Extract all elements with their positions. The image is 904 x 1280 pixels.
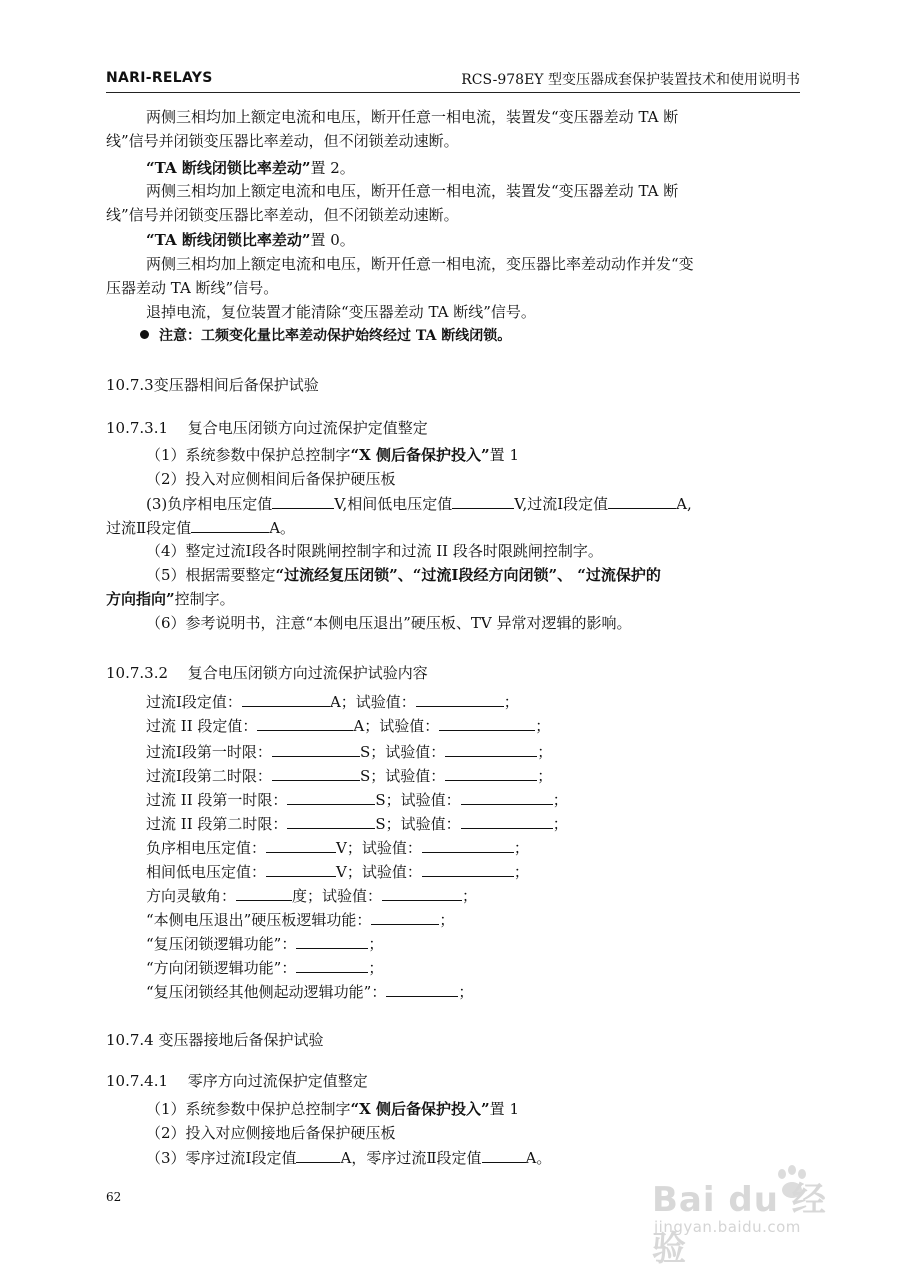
item-5-line-1: [146, 565, 661, 585]
baidu-watermark: [652, 1160, 852, 1269]
subsection-title-10-7-3-2: 10.7.3.2 复合电压闭锁方向过流保护试验内容: [106, 664, 428, 682]
neg-seq-voltage-label: (3)负序相电压定值: [146, 495, 273, 513]
test-value-label: 试验值：: [400, 815, 461, 833]
watermark-url: jingyan.baidu.com: [654, 1218, 801, 1236]
unit-text: S；: [375, 791, 401, 809]
test-row-overcurrent-1: [146, 691, 519, 712]
unit-text: A；: [329, 693, 356, 711]
test-row-oc1-time-2: [146, 765, 552, 786]
test-row-neg-seq-voltage: [146, 837, 529, 858]
unit-text: V；: [336, 863, 362, 881]
test-value-label: 试验值：: [322, 887, 383, 905]
test-value-label: 试验值：: [385, 767, 446, 785]
semicolon: ；: [552, 815, 568, 833]
intro-line-6: 压器差动 TA 断线”信号。: [106, 279, 279, 297]
row-label: “复压闭锁逻辑功能”：: [146, 935, 297, 953]
row-label: “方向闭锁逻辑功能”：: [146, 959, 297, 977]
unit-text: 度；: [292, 887, 323, 905]
row-label: 过流 II 段第二时限：: [146, 815, 288, 833]
blank-field: [296, 933, 368, 949]
semicolon: ；: [513, 863, 529, 881]
intro-line-5: 两侧三相均加上额定电流和电压，断开任意一相电流，变压器比率差动动作并发“变: [146, 255, 694, 273]
semicolon: ；: [439, 911, 455, 929]
blank-field: [461, 813, 553, 829]
ground-item-1-bold: “X 侧后备保护投入”: [350, 1100, 490, 1118]
setting-0-label: “TA 断线闭锁比率差动”: [146, 231, 311, 249]
blank-field: [386, 981, 458, 997]
row-label: 过流Ⅰ段第二时限：: [146, 767, 272, 785]
blank-field: [287, 813, 375, 829]
ground-item-2: （2）投入对应侧接地后备保护硬压板: [146, 1124, 396, 1142]
subsection-title-10-7-3-1: 10.7.3.1 复合电压闭锁方向过流保护定值整定: [106, 419, 428, 437]
ground-item-3: [146, 1147, 551, 1168]
semicolon: ；: [513, 839, 529, 857]
test-row-direction-angle: [146, 885, 477, 906]
phase-low-voltage-label: V,相间低电压定值: [334, 495, 453, 513]
item-1-bold: “X 侧后备保护投入”: [350, 446, 490, 464]
row-label: “复压闭锁经其他侧起动逻辑功能”：: [146, 983, 387, 1001]
blank-field: [371, 909, 439, 925]
watermark-text: Bai du 经验: [652, 1180, 827, 1269]
test-value-label: 试验值：: [355, 693, 416, 711]
ground-item-1-prefix: （1）系统参数中保护总控制字: [146, 1100, 351, 1118]
intro-line-3: 两侧三相均加上额定电流和电压，断开任意一相电流，装置发“变压器差动 TA 断: [146, 182, 679, 200]
blank-field: [191, 517, 269, 533]
semicolon: ；: [535, 717, 551, 735]
row-label: 负序相电压定值：: [146, 839, 267, 857]
item-5-prefix: （5）根据需要整定: [146, 566, 276, 584]
test-value-label: 试验值：: [385, 743, 446, 761]
item-3-line-1: [146, 493, 692, 514]
semicolon: ；: [552, 791, 568, 809]
blank-field: [422, 837, 514, 853]
item-4: （4）整定过流Ⅰ段各时限跳闸控制字和过流 II 段各时限跳闸控制字。: [146, 542, 603, 560]
semicolon: ；: [537, 767, 553, 785]
unit-text: A,: [676, 495, 692, 513]
zero-seq-oc1-label: （3）零序过流Ⅰ段定值: [146, 1149, 297, 1167]
item-5-line-2: [106, 589, 235, 609]
test-row-voltage-exit-plate: [146, 909, 454, 930]
blank-field: [272, 765, 360, 781]
overcurrent-1-label: V,过流Ⅰ段定值: [514, 495, 609, 513]
blank-field: [482, 1147, 526, 1163]
subsection-title-10-7-4-1: 10.7.4.1 零序方向过流保护定值整定: [106, 1072, 368, 1090]
blank-field: [422, 861, 514, 877]
unit-text: A。: [269, 519, 296, 537]
intro-line-1: 两侧三相均加上额定电流和电压，断开任意一相电流，装置发“变压器差动 TA 断: [146, 108, 679, 126]
unit-text: A；: [353, 717, 380, 735]
test-row-oc1-time-1: [146, 741, 552, 762]
blank-field: [266, 837, 336, 853]
item-6: （6）参考说明书，注意“本侧电压退出”硬压板、TV 异常对逻辑的影响。: [146, 614, 632, 632]
test-row-overcurrent-2: [146, 715, 550, 736]
semicolon: ；: [368, 959, 384, 977]
unit-text: S；: [359, 743, 386, 761]
row-label: 相间低电压定值：: [146, 863, 267, 881]
item-1: [146, 445, 519, 465]
test-row-phase-low-voltage: [146, 861, 529, 882]
blank-field: [287, 789, 375, 805]
blank-field: [296, 1147, 340, 1163]
item-5-bold-2: 方向指向”: [106, 590, 175, 608]
item-3-line-2: [106, 517, 295, 538]
blank-field: [257, 715, 353, 731]
test-value-label: 试验值：: [361, 863, 422, 881]
test-row-oc2-time-1: [146, 789, 568, 810]
ground-item-1-suffix: 置 1: [489, 1100, 519, 1118]
blank-field: [439, 715, 535, 731]
blank-field: [272, 493, 334, 509]
brand-logo: NARI-RELAYS: [106, 70, 213, 86]
blank-field: [296, 957, 368, 973]
ground-item-1: [146, 1099, 519, 1119]
blank-field: [416, 691, 504, 707]
blank-field: [452, 493, 514, 509]
semicolon: ；: [368, 935, 384, 953]
document-title: RCS-978EY 型变压器成套保护装置技术和使用说明书: [461, 72, 800, 88]
test-value-label: 试验值：: [361, 839, 422, 857]
blank-field: [608, 493, 676, 509]
unit-text: V；: [336, 839, 362, 857]
row-label: 方向灵敏角：: [146, 887, 237, 905]
unit-text: S；: [375, 815, 401, 833]
item-1-suffix: 置 1: [489, 446, 519, 464]
zero-seq-oc2-label: A，零序过流Ⅱ段定值: [340, 1149, 482, 1167]
blank-field: [382, 885, 462, 901]
row-label: 过流Ⅰ段第一时限：: [146, 743, 272, 761]
intro-line-7: 退掉电流，复位装置才能清除“变压器差动 TA 断线”信号。: [146, 303, 536, 321]
test-row-oc2-time-2: [146, 813, 568, 834]
row-label: “本侧电压退出”硬压板逻辑功能：: [146, 911, 372, 929]
semicolon: ；: [503, 693, 519, 711]
item-5-suffix: 控制字。: [174, 590, 235, 608]
setting-2-label: “TA 断线闭锁比率差动”: [146, 159, 311, 177]
row-label: 过流 II 段第一时限：: [146, 791, 288, 809]
intro-line-2: 线”信号并闭锁变压器比率差动，但不闭锁差动速断。: [106, 132, 459, 150]
setting-2-line: [146, 158, 355, 178]
overcurrent-2-label: 过流Ⅱ段定值: [106, 519, 192, 537]
test-row-other-side-start: [146, 981, 473, 1002]
page-number: 62: [106, 1190, 122, 1204]
test-value-label: 试验值：: [379, 717, 440, 735]
blank-field: [272, 741, 360, 757]
item-2: （2）投入对应侧相间后备保护硬压板: [146, 470, 396, 488]
blank-field: [445, 741, 537, 757]
blank-field: [242, 691, 330, 707]
intro-line-4: 线”信号并闭锁变压器比率差动，但不闭锁差动速断。: [106, 206, 459, 224]
bullet-icon: [140, 330, 149, 339]
row-label: 过流 II 段定值：: [146, 717, 258, 735]
setting-0-line: [146, 230, 355, 250]
setting-0-value: 置 0。: [310, 231, 355, 249]
row-label: 过流Ⅰ段定值：: [146, 693, 242, 711]
unit-text: S；: [359, 767, 386, 785]
test-row-voltage-lock: [146, 933, 383, 954]
test-value-label: 试验值：: [400, 791, 461, 809]
test-row-direction-lock: [146, 957, 383, 978]
page-header: [106, 66, 800, 93]
blank-field: [445, 765, 537, 781]
unit-text: A。: [525, 1149, 552, 1167]
item-1-prefix: （1）系统参数中保护总控制字: [146, 446, 351, 464]
blank-field: [236, 885, 292, 901]
note-text: 注意：工频变化量比率差动保护始终经过 TA 断线闭锁。: [159, 328, 512, 344]
semicolon: ；: [458, 983, 474, 1001]
semicolon: ；: [462, 887, 478, 905]
setting-2-value: 置 2。: [310, 159, 355, 177]
semicolon: ；: [537, 743, 553, 761]
blank-field: [461, 789, 553, 805]
note-line: [140, 326, 511, 346]
section-title-10-7-3: 10.7.3变压器相间后备保护试验: [106, 376, 319, 394]
section-title-10-7-4: 10.7.4 变压器接地后备保护试验: [106, 1031, 324, 1049]
item-5-bold: “过流经复压闭锁”、“过流Ⅰ段经方向闭锁”、 “过流保护的: [275, 566, 661, 584]
blank-field: [266, 861, 336, 877]
